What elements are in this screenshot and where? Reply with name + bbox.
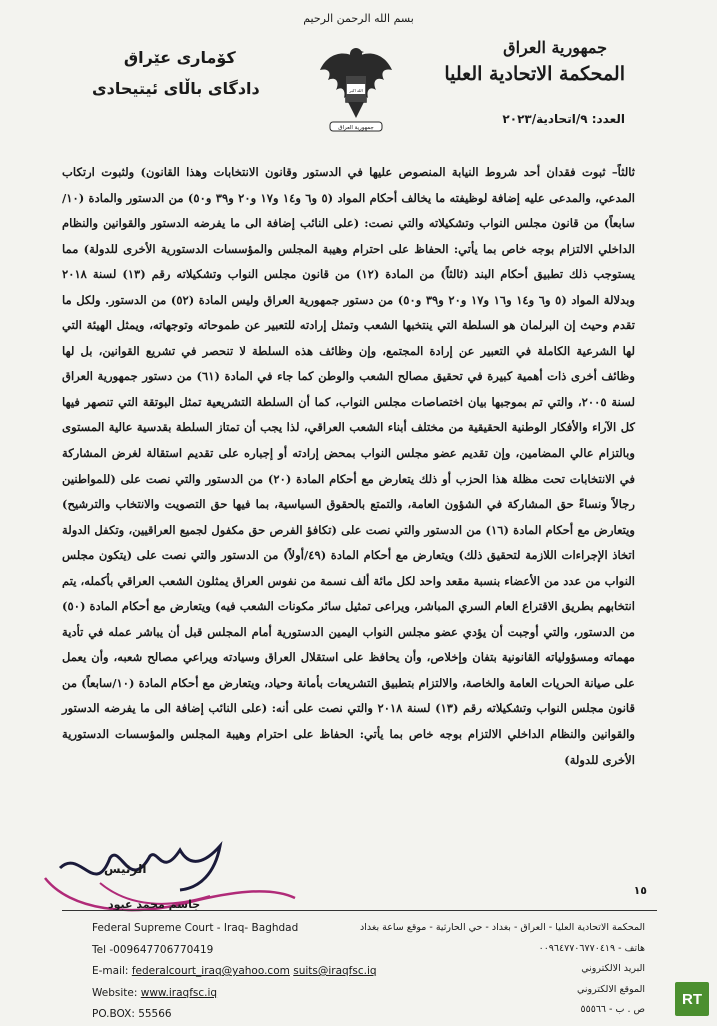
footer-website-link[interactable]: www.iraqfsc.iq xyxy=(140,986,218,999)
emblem-caption: جمهورية العراق xyxy=(338,125,374,131)
footer-english xyxy=(92,918,377,1026)
footer-email-label: E-mail: xyxy=(92,965,129,977)
footer-court-en: Federal Supreme Court - Iraq- Baghdad xyxy=(92,922,299,934)
court-title-ar: المحكمة الاتحادية العليا xyxy=(444,63,625,85)
footer-tel-en: Tel -009647706770419 xyxy=(92,943,214,956)
footer-email-link-2[interactable]: suits@iraqfsc.iq xyxy=(293,965,377,977)
signatory-title: الرئيس xyxy=(104,862,147,876)
page-number: ١٥ xyxy=(633,884,647,897)
kurdish-letterhead xyxy=(92,48,260,98)
footer-website-row xyxy=(92,983,377,1005)
footer-arabic xyxy=(360,918,645,1021)
court-title-ku: دادگای باڵای ئیتیحادی xyxy=(92,79,260,98)
footer-website-label: Website: xyxy=(92,986,138,999)
arabic-letterhead xyxy=(444,38,625,85)
footer-email-ar: البريد الالكتروني xyxy=(581,963,645,974)
basmala: بسم الله الرحمن الرحيم xyxy=(303,12,414,25)
footer-divider xyxy=(62,910,657,911)
rt-watermark-logo: RT xyxy=(675,982,709,1016)
republic-title-ar: جمهورية العراق xyxy=(503,38,607,57)
footer-address-ar: المحكمة الاتحادية العليا - العراق - بغداد - حي الحارثية - موقع ساعة بغداد xyxy=(360,922,645,933)
iraq-eagle-emblem xyxy=(318,40,394,140)
ruling-paragraph: ثالثاً– ثبوت فقدان أحد شروط النيابة المنصوص عليها في الدستور وقانون الانتخابات وهذا القانون) ولثبوت ارتكاب المدعي، والمدعى عليه إضافة لوظيفته ما يخالف أحكام المواد (٥ و٦ و١٤ و١٧ و٢٠ و٣٩ و٥٠) من الدستور والمادة (١٠/ سابعاً) من قانون مجلس النواب وتشكيلاته والتي نصت: (على النائب إضافة الى ما يفرضه الدستور والقوانين والنظام الداخلي الالتزام بوجه خاص بما يأتي: الحفاظ على احترام وهيبة المجلس والمؤسسات الدستورية الأخرى للدولة) مما يستوجب ذلك تطبيق أحكام البند (ثالثاً) من المادة (١٢) من قانون مجلس النواب وتشكيلاته رقم (١٣) لسنة ٢٠١٨ وبدلالة المواد (٥ و٦ و١٤ و١٦ و١٧ و٢٠ و٣٩ و٥٠) من دستور جمهورية العراق وليس المادة (٥٢) من الدستور. ولكل ما تقدم وحيث إن البرلمان هو السلطة التي ينتخبها الشعب وتمثل إرادته للتعبير عن طموحاته وتوجهاته، ويمثل الهيئة التي لها الشرعية الكاملة في التعبير عن إرادة المجتمع، وإن وظائف هذه السلطة لا تنحصر في تشريع القوانين، بل لها وظائف أخرى ذات أهمية كبيرة في تحقيق مصالح الشعب والوطن كما جاء في المادة (٦١) من دستور جمهورية العراق لسنة ٢٠٠٥، والتي تم بموجبها بيان اختصاصات مجلس النواب، كما أن السلطة التشريعية تمثل البوتقة التي تنصهر فيها كل الآراء والأفكار الوطنية الحقيقية من مختلف أبناء الشعب العراقي، لذا يجب أن تمتاز السلطة بقدسية عالية المستوى وبالتزام عالي المضامين، وإن تقديم عضو مجلس النواب بمحض إرادته أو إجباره على تقديم استقالة لغرض المشاركة في الانتخابات تحت مظلة هذا الحزب أو ذلك يتعارض مع أحكام المادة (٢٠) من الدستور والتي نصت على (للمواطنين رجالاً ونساءً حق المشاركة في الشؤون العامة، والتمتع بالحقوق السياسية، بما فيها حق التصويت والانتخاب والترشيح) ويتعارض مع أحكام المادة (١٦) من الدستور والتي نصت على (تكافؤ الفرص حق مكفول لجميع العراقيين، وتكفل الدولة اتخاذ الإجراءات اللازمة لتحقيق ذلك) ويتعارض مع أحكام المادة (٤٩/أولاً) من الدستور والتي نصت على (يتكون مجلس النواب من عدد من الأعضاء بنسبة مقعد واحد لكل مائة ألف نسمة من نفوس العراق يمثلون الشعب العراقي بأكمله، يتم انتخابهم بطريق الاقتراع العام السري المباشر، ويراعى تمثيل سائر مكونات الشعب فيه) ويتعارض مع أحكام المادة (٥٠) من الدستور، والتي أوجبت أن يؤدي عضو مجلس النواب اليمين الدستورية أمام المجلس قبل أن يباشر عمله في تأدية مهماته ومسؤولياته القانونية بتفان وإخلاص، وأن يحافظ على استقلال العراق وسيادته ويراعي مصالح شعبه، وأن يعمل على صيانة الحريات العامة والخاصة، والالتزام بتطبيق التشريعات بأمانة وحياد، ويتعارض مع أحكام المادة (١٠/سابعاً) من قانون مجلس النواب وتشكيلاته رقم (١٣) لسنة ٢٠١٨ والتي نصت على أنه: (على النائب إضافة الى ما يفرضه الدستور والقوانين والنظام الداخلي الالتزام بوجه خاص بما يأتي: الحفاظ على احترام وهيبة المجلس والمؤسسات الدستورية الأخرى للدولة) xyxy=(62,165,636,767)
footer-email-link-1[interactable]: federalcourt_iraq@yahoo.com xyxy=(131,965,290,977)
footer-pobox-ar: ص . ب - ٥٥٥٦٦ xyxy=(580,1004,645,1015)
emblem-banner: الله اكبر xyxy=(349,88,363,93)
republic-title-ku: كۆماری عێراق xyxy=(123,48,236,67)
footer-pobox-en: PO.BOX: 55566 xyxy=(92,1008,172,1020)
footer-phone-ar: هاتف - ٠٠٩٦٤٧٧٠٦٧٧٠٤١٩ xyxy=(538,942,645,954)
footer-email-row xyxy=(92,961,377,983)
document-number: العدد: ٩/اتحادية/٢٠٢٣ xyxy=(502,112,625,126)
signatory-name: جاسم محمد عبود xyxy=(108,898,201,911)
footer-website-ar: الموقع الالكتروني xyxy=(576,983,645,995)
ruling-text xyxy=(62,160,635,773)
